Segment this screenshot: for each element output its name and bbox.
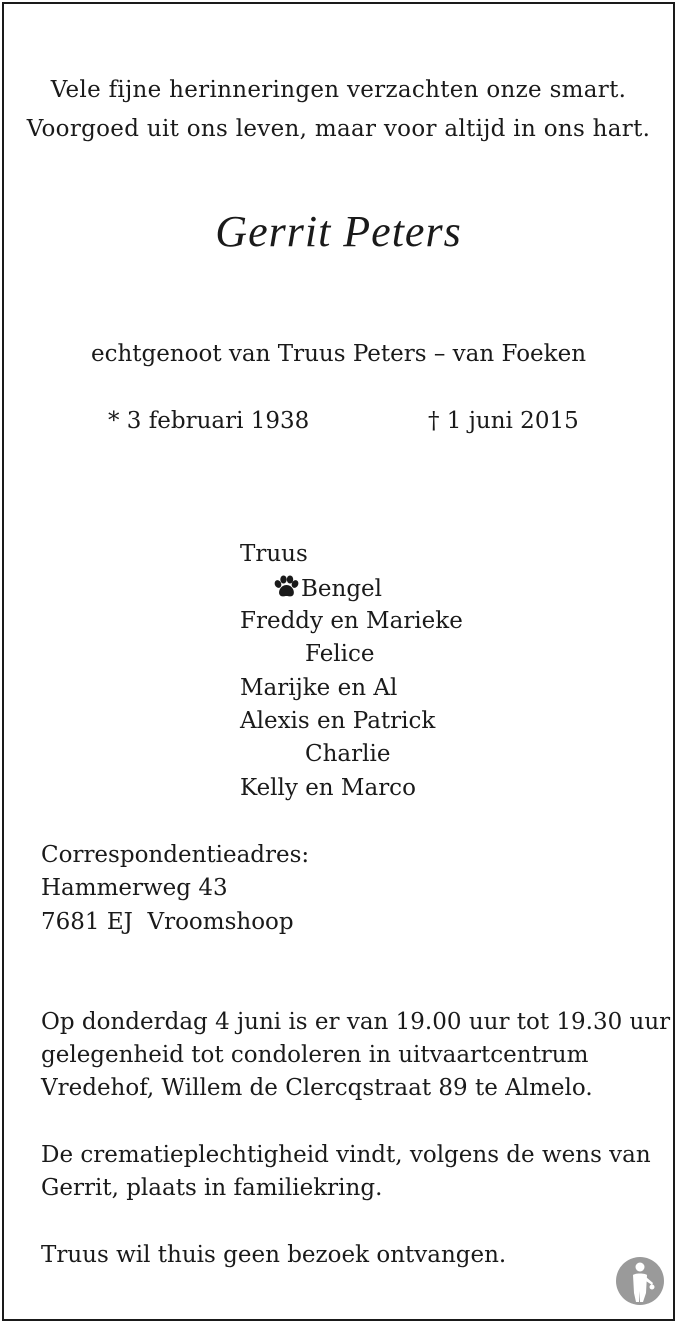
cremation-line-2: Gerrit, plaats in familiekring. [41,1175,383,1201]
birth-date: * 3 februari 1938 [108,408,310,434]
paw-print-icon [273,575,299,605]
condolence-line-1: Op donderdag 4 juni is er van 19.00 uur tot 19.30 uur [41,1009,671,1035]
family-pet [273,575,382,605]
pet-name: Bengel [301,576,383,602]
family-member: Truus [240,541,308,567]
condolence-line-3: Vredehof, Willem de Clercqstraat 89 te Almelo. [41,1075,593,1101]
address-label: Correspondentieadres: [41,842,310,868]
verse-line-2: Voorgoed uit ons leven, maar voor altijd in ons hart. [26,116,651,142]
condolence-line-2: gelegenheid tot condoleren in uitvaartcentrum [41,1042,589,1068]
family-member: Freddy en Marieke [240,608,463,634]
memorial-figure-logo-icon [615,1255,665,1311]
verse-line-1: Vele fijne herinneringen verzachten onze smart. [50,77,627,103]
family-member: Marijke en Al [240,675,398,701]
address-street: Hammerweg 43 [41,875,228,901]
family-member: Kelly en Marco [240,775,416,801]
family-member: Alexis en Patrick [240,708,436,734]
deceased-name: Gerrit Peters [215,207,462,256]
cremation-line-1: De crematieplechtigheid vindt, volgens de wens van [41,1142,651,1168]
family-member: Felice [305,641,375,667]
obituary-card [2,2,675,1321]
family-member: Charlie [305,741,391,767]
death-date: † 1 juni 2015 [428,408,579,434]
spouse-line: echtgenoot van Truus Peters – van Foeken [90,341,587,367]
address-city: 7681 EJ Vroomshoop [41,909,294,935]
no-visit-line: Truus wil thuis geen bezoek ontvangen. [41,1242,507,1268]
